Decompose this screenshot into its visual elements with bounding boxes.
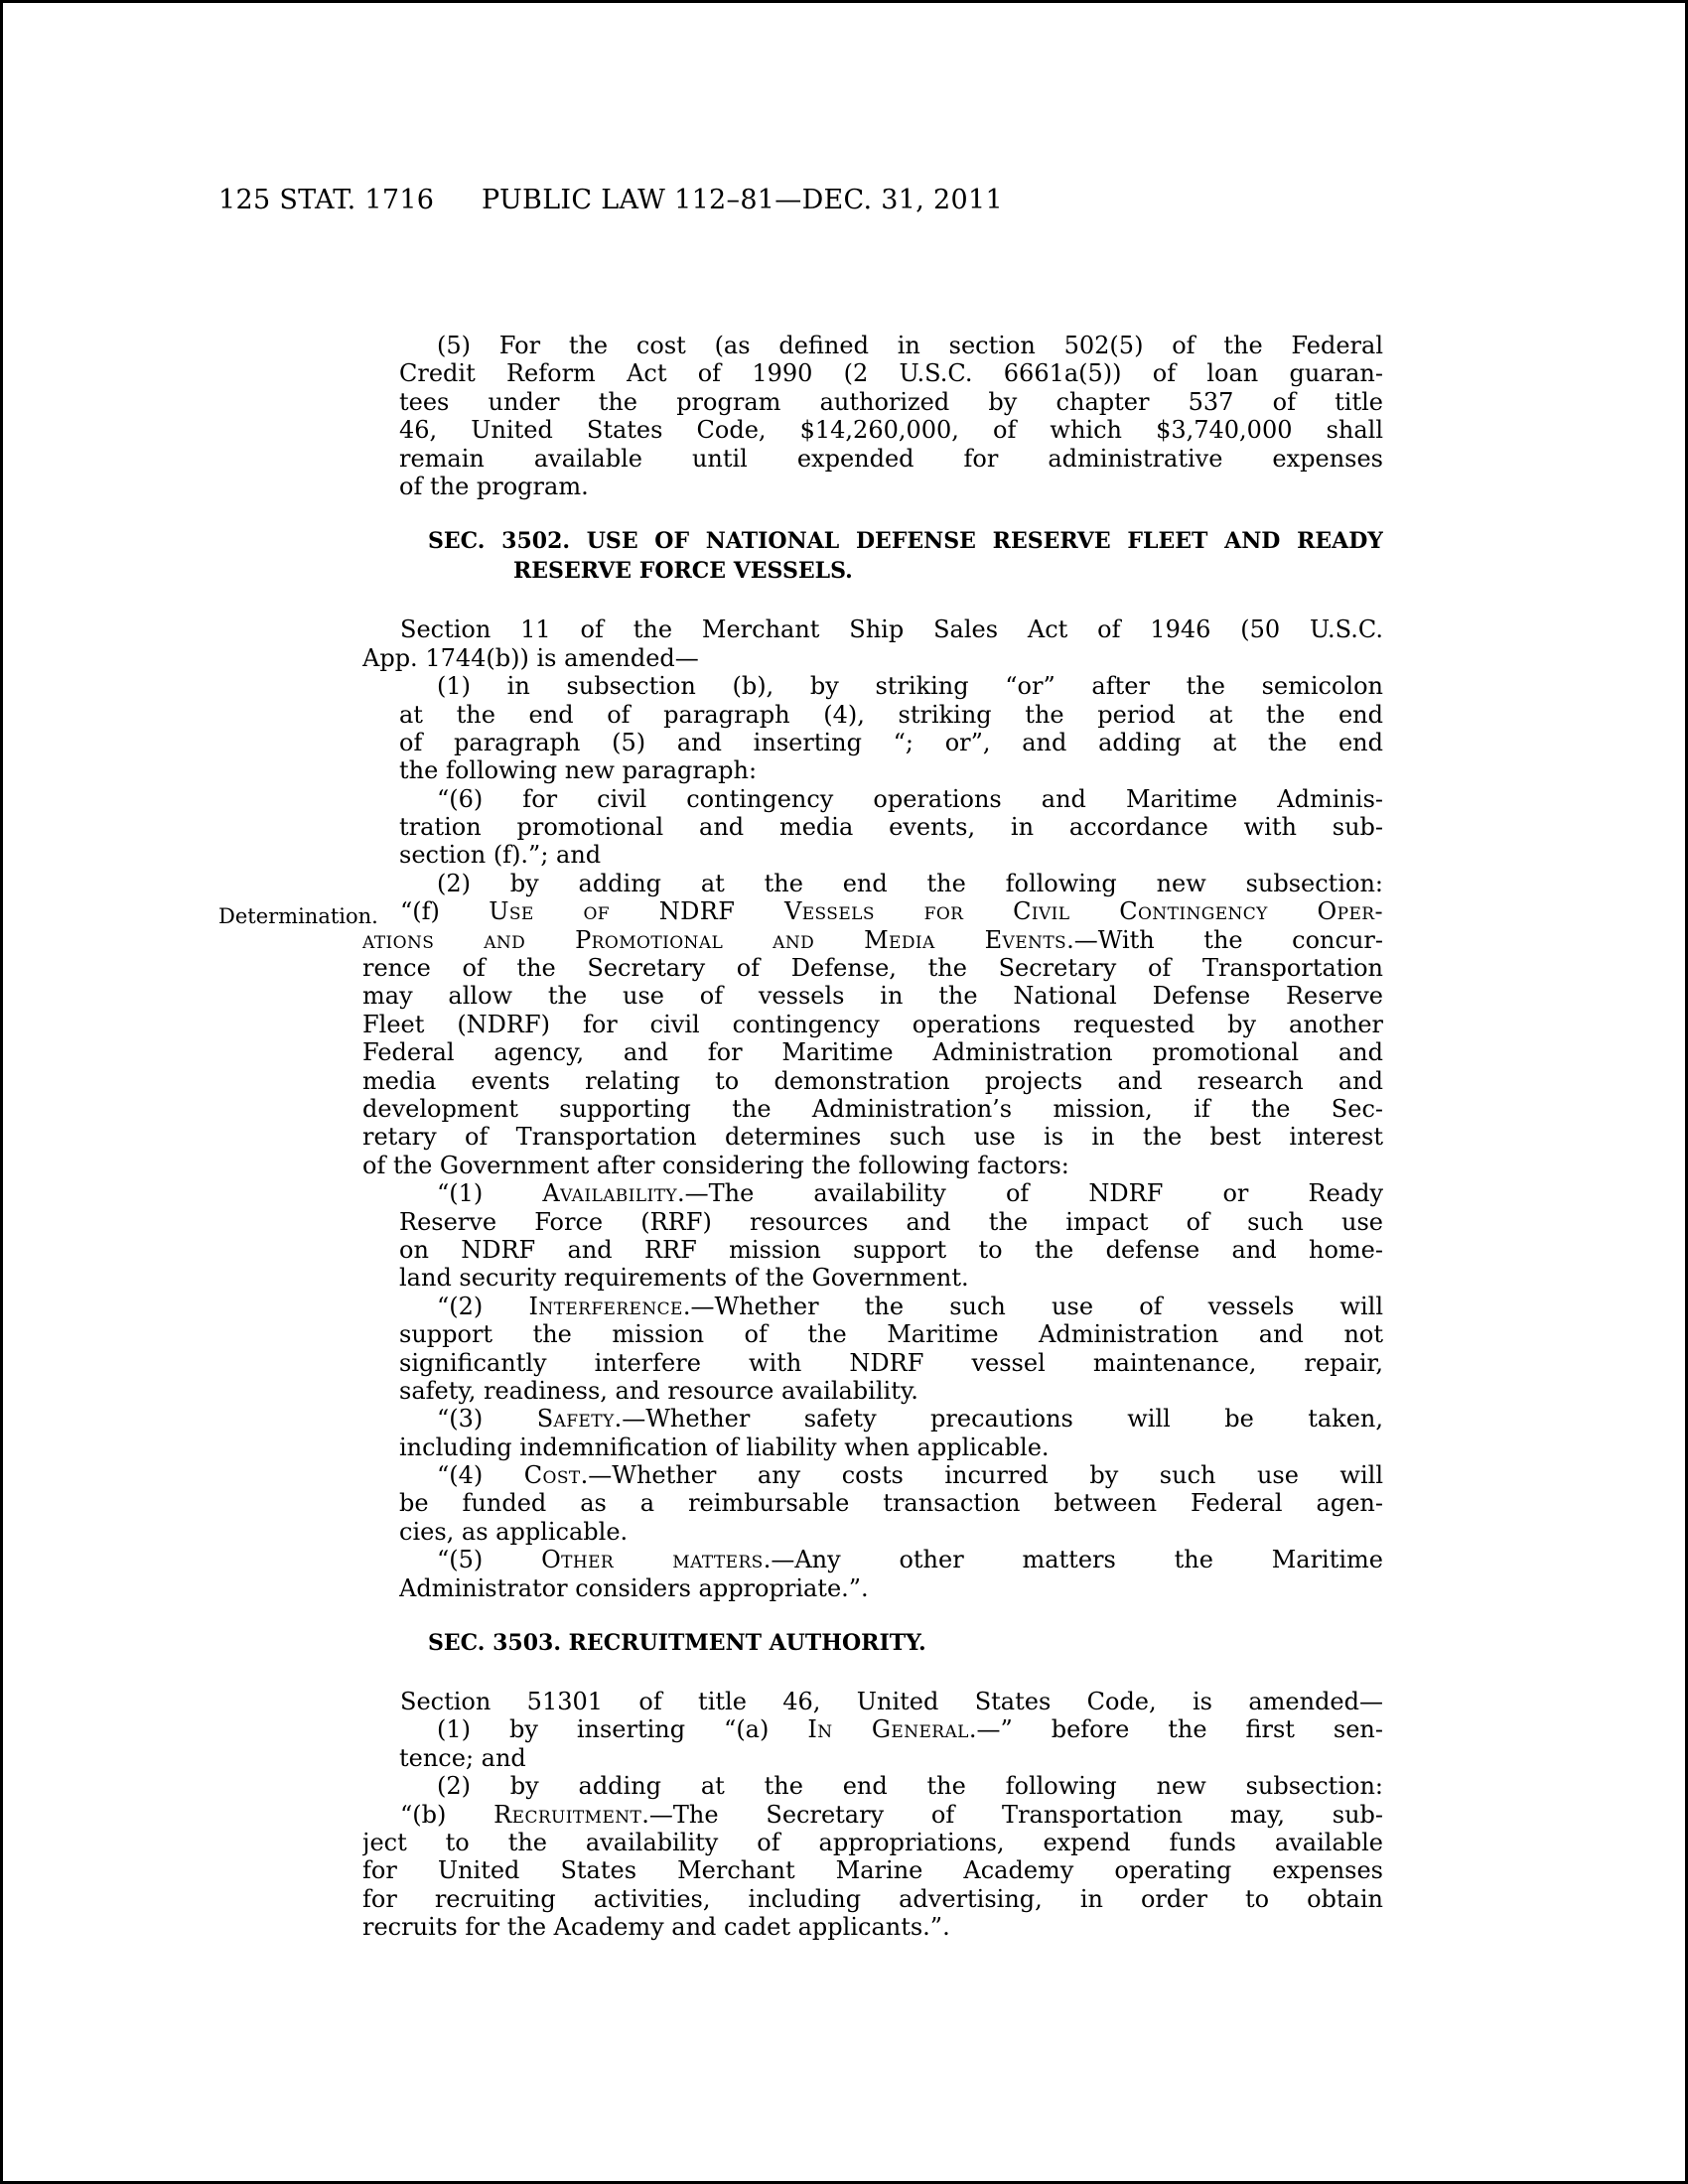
- public-law-title: PUBLIC LAW 112–81—DEC. 31, 2011: [482, 185, 1003, 215]
- text-line: [362, 1829, 1383, 1856]
- text-segment: Section 51301 of title 46, United States Code, is amended—: [400, 1688, 1383, 1716]
- text-line: [399, 1377, 1383, 1405]
- text-line: [399, 473, 1383, 500]
- text-segment: significantly interfere with NDRF vessel maintenance, repair,: [399, 1348, 1383, 1377]
- para-factor-3-safety: [399, 1405, 1383, 1461]
- section-heading-3503: [362, 1628, 1383, 1658]
- small-caps-text: Interference: [528, 1292, 683, 1320]
- text-line: [362, 897, 1383, 925]
- text-segment: ject to the availability of appropriations, expend funds available: [362, 1828, 1383, 1856]
- text-line: [399, 1518, 1383, 1546]
- text-segment: “(6) for civil contingency operations and Maritime Adminis-: [437, 784, 1383, 813]
- text-segment: the following new paragraph:: [399, 756, 758, 785]
- text-segment: “(5): [437, 1546, 542, 1574]
- page-header: [3, 185, 1685, 218]
- text-segment: including indemnification of liability when applicable.: [399, 1433, 1050, 1461]
- para-section-11-intro: [362, 615, 1383, 672]
- para-5-loan-cost: [399, 332, 1383, 500]
- text-segment: .—The availability of NDRF or Ready: [676, 1179, 1383, 1208]
- text-line: [399, 1546, 1383, 1573]
- text-line: [362, 1011, 1383, 1038]
- text-segment: may allow the use of vessels in the National Defense Reserve: [362, 982, 1383, 1011]
- text-line: [399, 1489, 1383, 1517]
- text-line: [362, 526, 1383, 556]
- text-line: [362, 1856, 1383, 1884]
- text-line: [362, 1885, 1383, 1913]
- small-caps-text: Other matters: [541, 1546, 764, 1574]
- text-line: [399, 870, 1383, 897]
- small-caps-text: Safety: [536, 1405, 615, 1433]
- text-segment: (5) For the cost (as defined in section 502(5) of the Federal: [437, 332, 1383, 359]
- small-caps-text: In General: [807, 1715, 969, 1744]
- text-line: [399, 701, 1383, 729]
- text-segment: “(4): [437, 1461, 524, 1490]
- text-segment: of paragraph (5) and inserting “; or”, and adding at the end: [399, 728, 1383, 756]
- text-line: [399, 359, 1383, 387]
- text-line: [399, 1293, 1383, 1320]
- text-segment: RESERVE FORCE VESSELS.: [513, 558, 853, 585]
- small-caps-text: Availability: [542, 1179, 677, 1208]
- text-line: [399, 813, 1383, 841]
- text-segment: (1) by inserting “(a): [437, 1715, 808, 1744]
- text-segment: App. 1744(b)) is amended—: [362, 643, 699, 672]
- text-line: [399, 1461, 1383, 1489]
- text-segment: tees under the program authorized by chapter 537 of title: [399, 387, 1383, 416]
- text-line: [399, 1179, 1383, 1207]
- text-segment: .—Any other matters the Maritime: [763, 1546, 1383, 1574]
- text-line: [399, 332, 1383, 359]
- text-line: [399, 1236, 1383, 1264]
- text-segment: SEC. 3503. RECRUITMENT AUTHORITY.: [428, 1630, 926, 1657]
- text-line: [399, 1405, 1383, 1433]
- text-segment: section (f).”; and: [399, 841, 602, 870]
- text-line: [399, 1715, 1383, 1743]
- para-section-51301-intro: [362, 1688, 1383, 1715]
- text-line: [399, 1208, 1383, 1236]
- text-segment: (2) by adding at the end the following new subsection:: [437, 1772, 1383, 1801]
- para-factor-2-interference: [399, 1293, 1383, 1406]
- text-segment: cies, as applicable.: [399, 1517, 629, 1546]
- para-factor-1-availability: [399, 1179, 1383, 1293]
- text-segment: of the Government after considering the following factors:: [362, 1151, 1069, 1179]
- text-segment: Administrator considers appropriate.”.: [399, 1573, 869, 1602]
- para-subsection-f: [362, 897, 1383, 1179]
- text-segment: Section 11 of the Merchant Ship Sales Act of 1946 (50 U.S.C.: [400, 615, 1383, 644]
- text-segment: SEC. 3502. USE OF NATIONAL DEFENSE RESERVE FLEET AND READY: [428, 528, 1383, 555]
- text-line: [362, 644, 1383, 672]
- text-line: [362, 954, 1383, 982]
- text-segment: “(b): [400, 1800, 494, 1829]
- text-line: [399, 1574, 1383, 1602]
- text-line: [362, 982, 1383, 1010]
- text-segment: development supporting the Administration’s mission, if the Sec-: [362, 1094, 1383, 1123]
- text-line: [362, 1688, 1383, 1715]
- text-segment: media events relating to demonstration projects and research and: [362, 1066, 1383, 1095]
- text-segment: Fleet (NDRF) for civil contingency operations requested by another: [362, 1010, 1383, 1038]
- text-line: [399, 785, 1383, 813]
- text-segment: .—Whether any costs incurred by such use will: [580, 1461, 1383, 1490]
- text-line: [399, 445, 1383, 473]
- small-caps-text: ations and Promotional and Media Events: [362, 925, 1067, 954]
- text-line: [399, 1772, 1383, 1800]
- small-caps-text: Cost: [523, 1461, 581, 1490]
- text-segment: rence of the Secretary of Defense, the Secretary of Transportation: [362, 954, 1383, 983]
- stat-page-number: 125 STAT. 1716: [218, 185, 435, 215]
- margin-note-determination: Determination.: [218, 904, 378, 928]
- text-line: [362, 926, 1383, 954]
- text-segment: Federal agency, and for Maritime Administration promotional and: [362, 1038, 1383, 1067]
- text-segment: support the mission of the Maritime Administration and not: [399, 1320, 1383, 1349]
- text-line: [362, 615, 1383, 643]
- section-heading-3502: [362, 526, 1383, 586]
- text-segment: of the program.: [399, 472, 589, 500]
- text-segment: .—With the concur-: [1066, 925, 1383, 954]
- text-segment: Reserve Force (RRF) resources and the impact of such use: [399, 1207, 1383, 1236]
- text-line: [362, 1152, 1383, 1179]
- text-segment: at the end of paragraph (4), striking the period at the end: [399, 700, 1383, 729]
- small-caps-text: Recruitment: [493, 1800, 642, 1829]
- text-segment: on NDRF and RRF mission support to the defense and home-: [399, 1235, 1383, 1264]
- text-line: [399, 1349, 1383, 1377]
- small-caps-text: Use of NDRF Vessels for Civil Contingency Oper-: [489, 897, 1383, 926]
- text-segment: tration promotional and media events, in accordance with sub-: [399, 813, 1383, 842]
- text-segment: safety, readiness, and resource availability.: [399, 1376, 918, 1405]
- para-3503-amend-1: [399, 1715, 1383, 1772]
- para-factor-5-other-matters: [399, 1546, 1383, 1602]
- text-segment: be funded as a reimbursable transaction between Federal agen-: [399, 1489, 1383, 1518]
- text-segment: recruits for the Academy and cadet applicants.”.: [362, 1913, 950, 1942]
- text-segment: land security requirements of the Government.: [399, 1264, 969, 1293]
- text-line: [399, 1433, 1383, 1461]
- text-line: [362, 1067, 1383, 1095]
- document-body: [362, 332, 1383, 1942]
- para-new-paragraph-6: [399, 785, 1383, 870]
- text-segment: (1) in subsection (b), by striking “or” after the semicolon: [437, 672, 1383, 701]
- text-segment: for recruiting activities, including advertising, in order to obtain: [362, 1884, 1383, 1913]
- text-segment: (2) by adding at the end the following new subsection:: [437, 869, 1383, 897]
- text-segment: .—” before the first sen-: [968, 1715, 1383, 1744]
- para-subsection-b-recruitment: [362, 1801, 1383, 1942]
- para-amend-1: [399, 672, 1383, 785]
- text-segment: tence; and: [399, 1743, 526, 1772]
- text-line: [399, 672, 1383, 700]
- text-line: [399, 729, 1383, 756]
- text-segment: .—The Secretary of Transportation may, sub-: [641, 1800, 1383, 1829]
- text-line: [399, 1264, 1383, 1292]
- text-line: [399, 416, 1383, 444]
- text-segment: retary of Transportation determines such use is in the best interest: [362, 1123, 1383, 1152]
- para-amend-2: [399, 870, 1383, 897]
- text-line: [362, 1038, 1383, 1066]
- text-segment: “(3): [437, 1405, 537, 1433]
- text-segment: for United States Merchant Marine Academy operating expenses: [362, 1856, 1383, 1885]
- text-segment: .—Whether safety precautions will be taken,: [614, 1405, 1383, 1433]
- text-segment: Credit Reform Act of 1990 (2 U.S.C. 6661a(5)) of loan guaran-: [399, 359, 1383, 388]
- text-segment: “(f): [400, 897, 490, 926]
- para-3503-amend-2: [399, 1772, 1383, 1800]
- text-line: [362, 1095, 1383, 1123]
- text-line: [362, 1913, 1383, 1941]
- text-segment: remain available until expended for administrative expenses: [399, 444, 1383, 473]
- text-line: [399, 388, 1383, 416]
- text-line: [399, 756, 1383, 784]
- text-line: [399, 841, 1383, 869]
- text-segment: .—Whether the such use of vessels will: [682, 1292, 1383, 1320]
- text-line: [362, 1123, 1383, 1151]
- text-line: [362, 556, 1383, 586]
- text-line: [362, 1801, 1383, 1829]
- text-line: [362, 1628, 1383, 1658]
- text-line: [399, 1320, 1383, 1348]
- para-factor-4-cost: [399, 1461, 1383, 1546]
- text-line: [399, 1744, 1383, 1772]
- text-segment: 46, United States Code, $14,260,000, of which $3,740,000 shall: [399, 416, 1383, 445]
- text-segment: “(2): [437, 1292, 529, 1320]
- text-segment: “(1): [437, 1179, 543, 1208]
